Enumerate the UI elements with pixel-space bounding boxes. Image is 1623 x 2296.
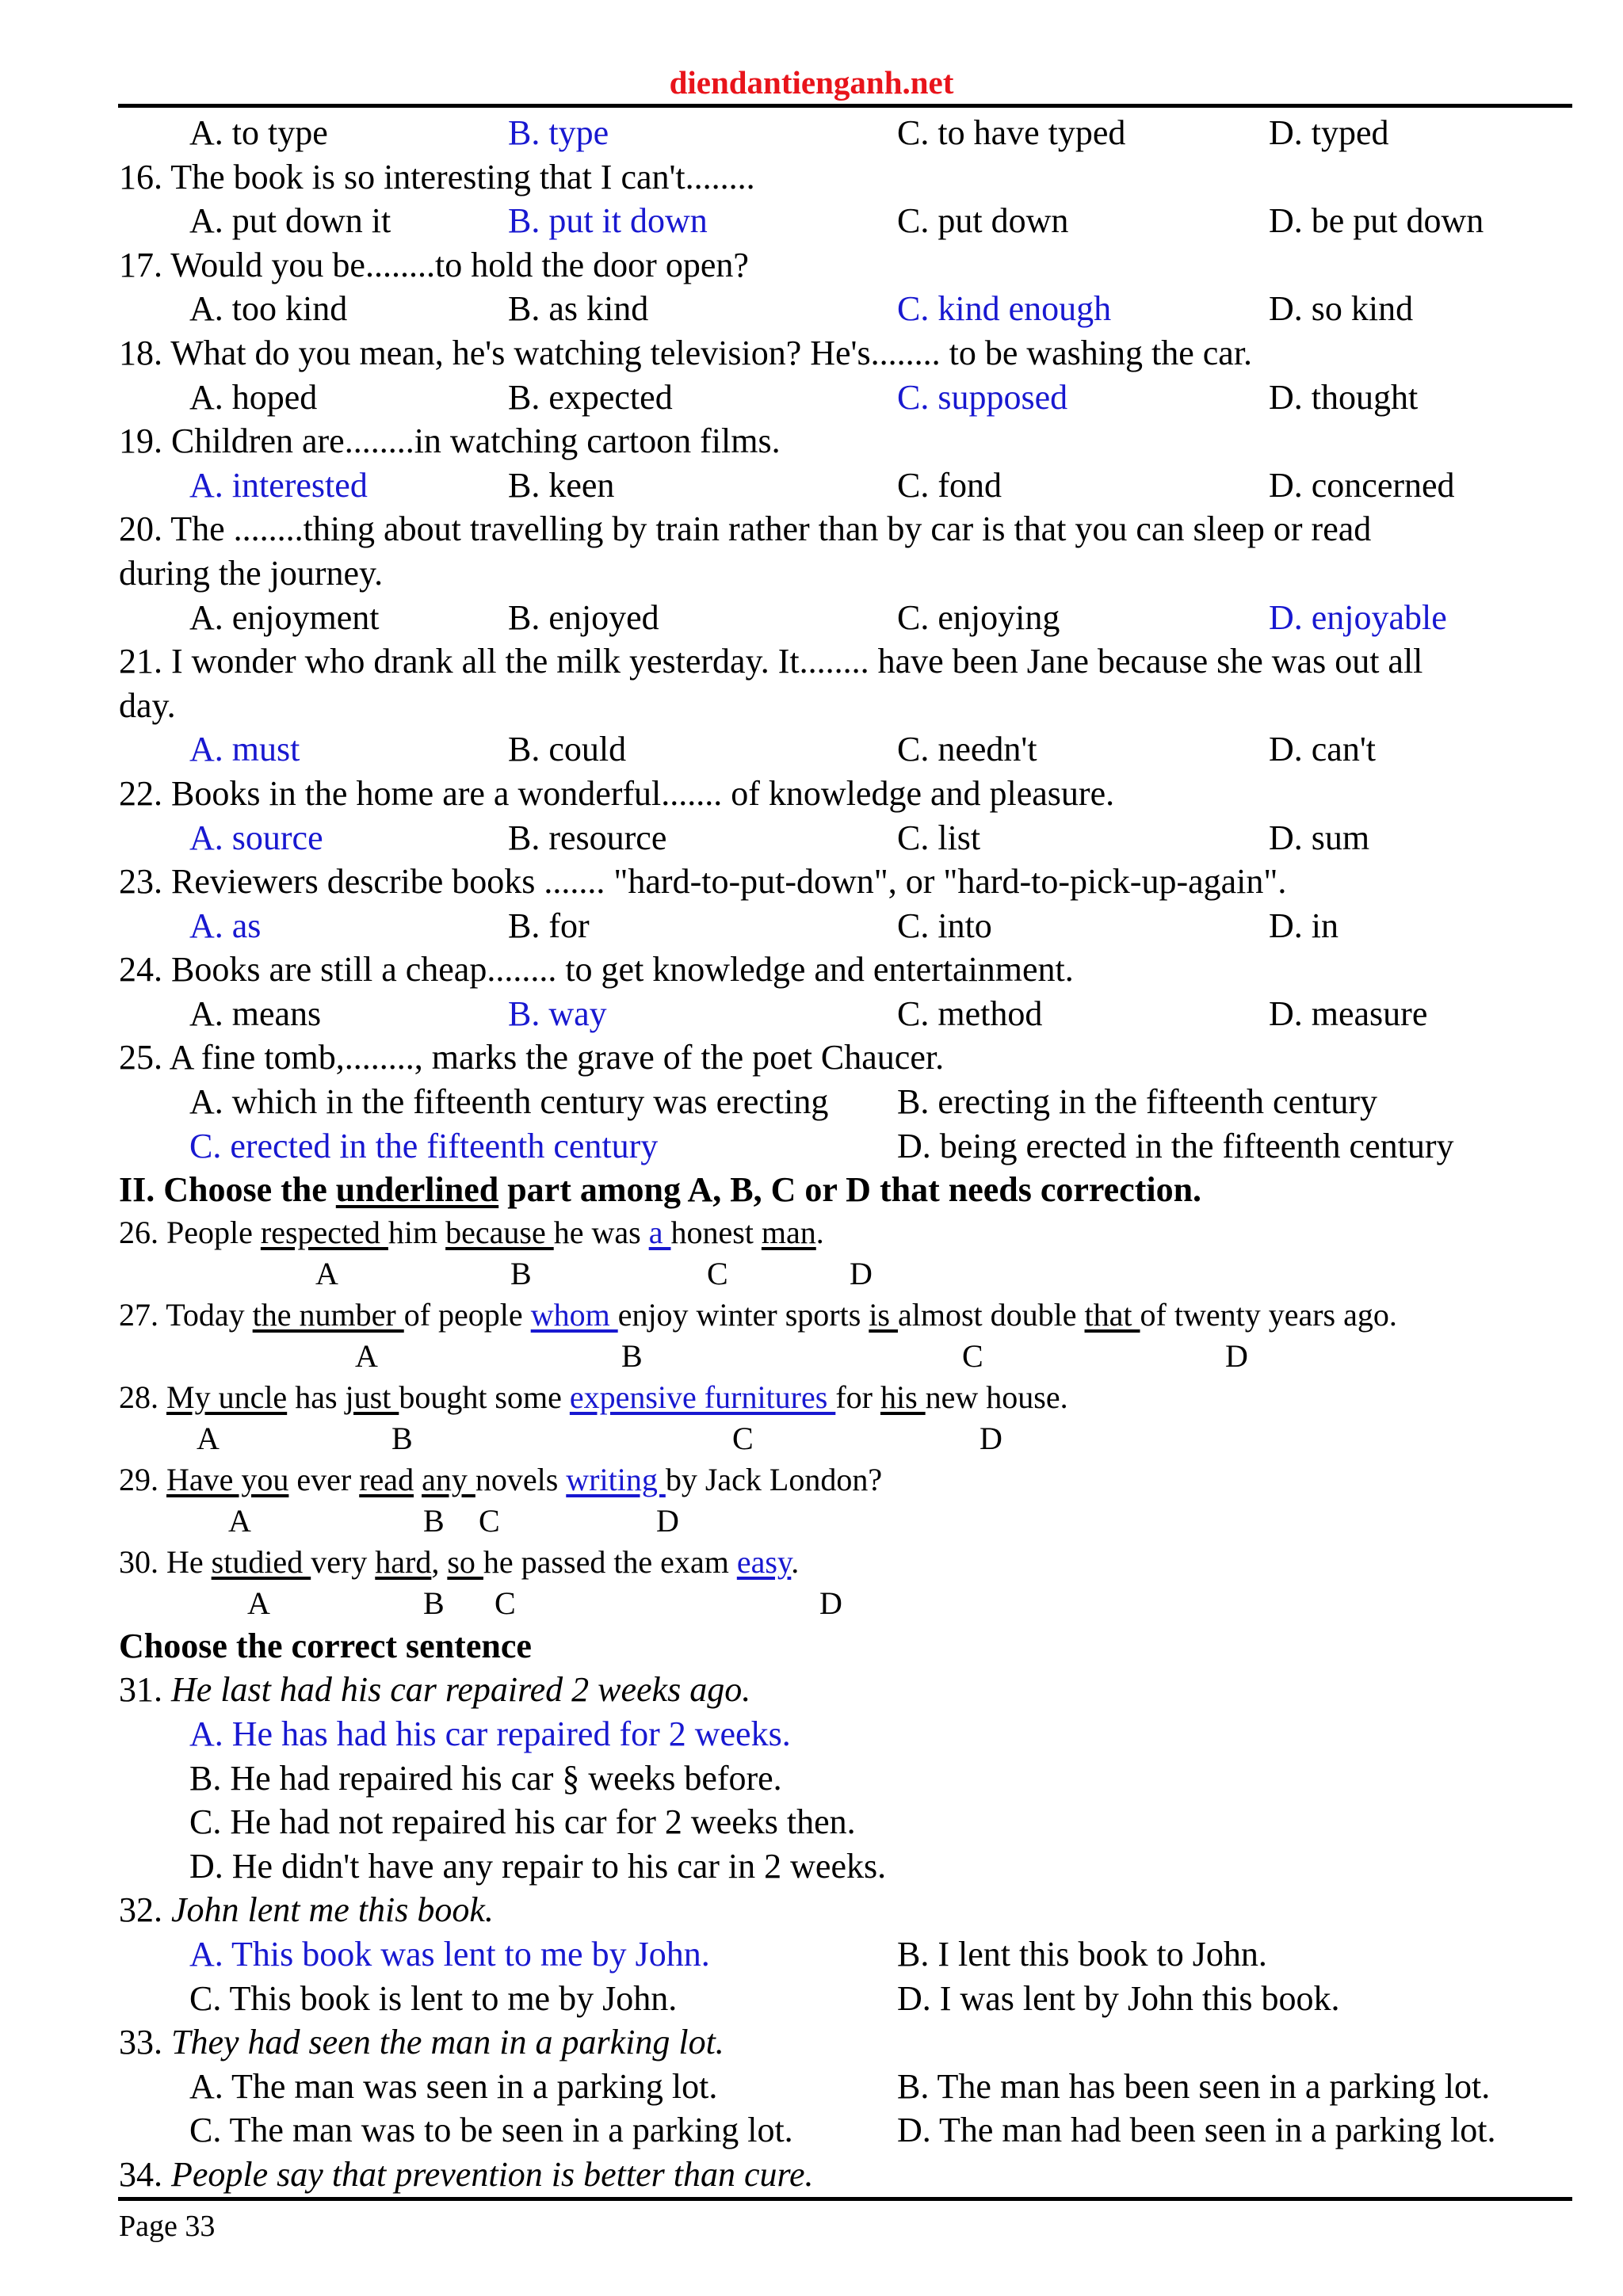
q27-part-a: the number	[252, 1296, 404, 1333]
q20-option-a: A. enjoyment	[189, 597, 380, 637]
q20-options	[119, 596, 1585, 640]
q32-option-b: B. I lent this book to John.	[897, 1935, 1267, 1974]
q30-text: he passed the exam	[483, 1543, 737, 1580]
q25-option-d: D. being erected in the fifteenth century	[897, 1126, 1454, 1165]
q28-part-c-answer: expensive furnitures	[569, 1379, 836, 1415]
q27-part-d: that	[1084, 1296, 1140, 1333]
q22-option-b: B. resource	[508, 818, 667, 857]
q17-option-b: B. as kind	[508, 289, 649, 329]
q15-option-a: A. to type	[189, 113, 328, 152]
q33-option-a: A. The man was seen in a parking lot.	[189, 2066, 718, 2106]
q25-options-row2	[119, 1124, 1585, 1169]
q20-option-d-answer: D. enjoyable	[1269, 597, 1447, 637]
q30-part-b: hard	[375, 1543, 432, 1580]
q28-part-d: his	[880, 1379, 926, 1415]
q27-text: enjoy winter sports	[617, 1296, 869, 1333]
q25-option-c-answer: C. erected in the fifteenth century	[189, 1126, 659, 1165]
q16-option-c: C. put down	[897, 201, 1069, 241]
q17-stem: 17. Would you be........to hold the door open?	[119, 245, 749, 284]
section-3-heading: Choose the correct sentence	[119, 1626, 532, 1665]
q32-option-a-answer: A. This book was lent to me by John.	[189, 1935, 710, 1974]
q33-option-d: D. The man had been seen in a parking lot.	[897, 2111, 1496, 2150]
q23-options	[119, 904, 1585, 948]
q23-stem: 23. Reviewers describe books ....... "hard-to-put-down", or "hard-to-pick-up-again".	[119, 862, 1287, 902]
q24-option-a: A. means	[189, 994, 322, 1033]
q28-text: 28.	[119, 1379, 166, 1415]
q15-option-d: D. typed	[1269, 113, 1389, 152]
q31-number: 31.	[119, 1670, 171, 1710]
q30-part-d-answer: easy	[736, 1543, 792, 1580]
q33-options-row2	[119, 2108, 1585, 2153]
worksheet-content	[119, 111, 1585, 2197]
q29-text: 29.	[119, 1461, 166, 1497]
q29-letter-b: B	[423, 1502, 445, 1539]
q19-option-d: D. concerned	[1269, 465, 1455, 505]
q34-number: 34.	[119, 2154, 171, 2194]
q15-options	[119, 111, 1585, 155]
q34-stem	[119, 2153, 1585, 2197]
q28-part-b: just	[345, 1379, 399, 1415]
q25-stem: 25. A fine tomb,........, marks the grave of the poet Chaucer.	[119, 1038, 945, 1077]
q27-text: almost double	[898, 1296, 1085, 1333]
q28-sentence	[119, 1377, 1585, 1418]
q25-option-a: A. which in the fifteenth century was erecting	[189, 1082, 829, 1122]
q26-text: he was	[553, 1214, 649, 1250]
q31-option-row-a	[119, 1712, 1585, 1756]
q29-text	[414, 1462, 422, 1497]
q23-option-d: D. in	[1269, 906, 1338, 945]
q26-letters	[119, 1253, 1585, 1295]
q29-part-d-answer: writing	[566, 1461, 666, 1497]
q26-letter-b: B	[510, 1255, 532, 1291]
q19-option-a-answer: A. interested	[189, 465, 368, 505]
q29-sentence	[119, 1459, 1585, 1501]
page-number: Page 33	[119, 2210, 216, 2243]
q30-part-c: so	[447, 1543, 483, 1580]
q18-options	[119, 376, 1585, 420]
q34-prompt: People say that prevention is better than cure.	[171, 2154, 814, 2194]
q28-text: for	[835, 1379, 880, 1415]
q33-option-c: C. The man was to be seen in a parking lot.	[189, 2111, 793, 2150]
q28-letter-b: B	[391, 1420, 413, 1456]
q16-option-a: A. put down it	[189, 201, 391, 241]
q28-letter-a: A	[197, 1420, 220, 1456]
q26-part-a: respected	[260, 1214, 388, 1250]
q31-option-d: D. He didn't have any repair to his car in 2 weeks.	[189, 1846, 887, 1886]
q26-part-d: man	[761, 1214, 816, 1250]
q19-option-c: C. fond	[897, 465, 1002, 505]
q26-letter-a: A	[315, 1255, 338, 1291]
q27-letters	[119, 1336, 1585, 1377]
q24-option-b-answer: B. way	[508, 994, 607, 1033]
header-rule	[118, 104, 1572, 108]
q23-option-c: C. into	[897, 906, 992, 945]
q31-stem	[119, 1668, 1585, 1712]
q22-stem: 22. Books in the home are a wonderful....... of knowledge and pleasure.	[119, 773, 1115, 813]
q27-sentence	[119, 1295, 1585, 1336]
q32-option-d: D. I was lent by John this book.	[897, 1978, 1340, 2018]
q30-text: very	[311, 1543, 376, 1580]
q27-letter-a: A	[355, 1337, 378, 1374]
q23-option-b: B. for	[508, 906, 590, 945]
q15-option-c: C. to have typed	[897, 113, 1126, 152]
q27-part-b-answer: whom	[530, 1296, 618, 1333]
q20-option-c: C. enjoying	[897, 597, 1060, 637]
q20-option-b: B. enjoyed	[508, 597, 659, 637]
q31-option-c: C. He had not repaired his car for 2 weeks then.	[189, 1802, 856, 1842]
q29-part-b: read	[359, 1461, 414, 1497]
footer-rule	[118, 2197, 1572, 2201]
q31-option-row-c	[119, 1800, 1585, 1844]
q19-option-b: B. keen	[508, 465, 615, 505]
q16-option-d: D. be put down	[1269, 201, 1484, 241]
q21-options	[119, 727, 1585, 772]
q21-option-a-answer: A. must	[189, 730, 300, 769]
q27-letter-d: D	[1225, 1337, 1248, 1374]
q29-text: ever	[288, 1461, 360, 1497]
section-2-post: part among A, B, C or D that needs correction.	[498, 1170, 1202, 1210]
q30-text: 30. He	[119, 1543, 212, 1580]
q30-letter-c: C	[495, 1585, 516, 1621]
q24-option-d: D. measure	[1269, 994, 1428, 1033]
q30-letters	[119, 1583, 1585, 1624]
q26-text: honest	[670, 1214, 762, 1250]
q26-sentence	[119, 1212, 1585, 1253]
q17-option-a: A. too kind	[189, 289, 348, 329]
q30-letter-a: A	[247, 1585, 270, 1621]
q31-option-row-d	[119, 1844, 1585, 1889]
q30-part-a: studied	[211, 1543, 311, 1580]
q29-part-a: Have you	[166, 1461, 289, 1497]
q28-part-a: My uncle	[166, 1379, 288, 1415]
q28-text: has	[287, 1379, 346, 1415]
q31-option-row-b	[119, 1756, 1585, 1801]
q24-stem: 24. Books are still a cheap........ to get knowledge and entertainment.	[119, 950, 1074, 990]
q17-options	[119, 287, 1585, 331]
q32-options-row2	[119, 1977, 1585, 2021]
q29-letter-a: A	[228, 1502, 251, 1539]
q28-letters	[119, 1418, 1585, 1459]
q18-option-c-answer: C. supposed	[897, 377, 1068, 417]
q33-stem	[119, 2020, 1585, 2065]
q32-number: 32.	[119, 1890, 171, 1930]
q28-text: new house.	[925, 1379, 1068, 1415]
section-2-heading	[119, 1168, 1585, 1212]
q31-option-b: B. He had repaired his car § weeks before.	[189, 1758, 782, 1798]
q33-prompt: They had seen the man in a parking lot.	[171, 2023, 724, 2062]
q24-options	[119, 992, 1585, 1036]
q16-option-b-answer: B. put it down	[508, 201, 708, 241]
q24-option-c: C. method	[897, 994, 1043, 1033]
q32-stem	[119, 1888, 1585, 1932]
q30-sentence	[119, 1542, 1585, 1583]
q21-option-d: D. can't	[1269, 730, 1376, 769]
q29-text: by Jack London?	[665, 1461, 883, 1497]
q18-option-a: A. hoped	[189, 377, 318, 417]
q21-stem-line1: 21. I wonder who drank all the milk yesterday. It........ have been Jane because she was out all	[119, 642, 1423, 681]
section-2-pre: II. Choose the	[119, 1170, 336, 1210]
q32-options-row1	[119, 1932, 1585, 1977]
q27-text: of twenty years ago.	[1140, 1296, 1397, 1333]
q21-option-c: C. needn't	[897, 730, 1037, 769]
q32-prompt: John lent me this book.	[171, 1890, 494, 1930]
q20-stem-line1: 20. The ........thing about travelling by train rather than by car is that you can sleep or read	[119, 509, 1372, 549]
q28-text: bought some	[399, 1379, 570, 1415]
q29-letters	[119, 1501, 1585, 1542]
q19-options	[119, 463, 1585, 508]
q26-text: him	[388, 1214, 446, 1250]
q22-option-c: C. list	[897, 818, 981, 857]
q26-text: 26. People	[119, 1214, 261, 1250]
section-2-underlined: underlined	[335, 1170, 499, 1210]
q26-part-b: because	[445, 1214, 554, 1250]
q26-letter-d: D	[850, 1255, 873, 1291]
q17-option-d: D. so kind	[1269, 289, 1414, 329]
q27-text: of people	[403, 1296, 531, 1333]
q27-letter-c: C	[962, 1337, 983, 1374]
q18-option-d: D. thought	[1269, 377, 1419, 417]
q33-number: 33.	[119, 2023, 171, 2062]
q15-option-b-answer: B. type	[508, 113, 609, 152]
site-header: diendantienganh.net	[669, 64, 954, 101]
q26-part-c-answer: a	[648, 1214, 671, 1250]
q20-stem-line2: during the journey.	[119, 553, 384, 593]
q32-option-c: C. This book is lent to me by John.	[189, 1978, 678, 2018]
q18-option-b: B. expected	[508, 377, 673, 417]
q27-text: 27. Today	[119, 1296, 253, 1333]
q22-options	[119, 816, 1585, 860]
q33-options-row1	[119, 2065, 1585, 2109]
q21-option-b: B. could	[508, 730, 627, 769]
q31-option-a-answer: A. He has had his car repaired for 2 weeks.	[189, 1714, 791, 1754]
q33-option-b: B. The man has been seen in a parking lot.	[897, 2066, 1491, 2106]
q28-letter-c: C	[732, 1420, 754, 1456]
q30-text: ,	[431, 1543, 448, 1580]
q26-text: .	[815, 1214, 824, 1250]
q26-letter-c: C	[707, 1255, 728, 1291]
q21-stem-line2: day.	[119, 685, 176, 725]
q25-option-b: B. erecting in the fifteenth century	[897, 1082, 1377, 1122]
q22-option-a-answer: A. source	[189, 818, 323, 857]
q16-stem: 16. The book is so interesting that I can't........	[119, 157, 755, 196]
q19-stem: 19. Children are........in watching cartoon films.	[119, 421, 781, 461]
q18-stem: 18. What do you mean, he's watching television? He's........ to be washing the car.	[119, 333, 1253, 372]
q25-options-row1	[119, 1080, 1585, 1124]
q27-part-c: is	[869, 1296, 898, 1333]
q30-letter-d: D	[819, 1585, 842, 1621]
q28-letter-d: D	[980, 1420, 1002, 1456]
q23-option-a-answer: A. as	[189, 906, 262, 945]
q30-letter-b: B	[423, 1585, 445, 1621]
q29-text: novels	[475, 1461, 567, 1497]
q31-prompt: He last had his car repaired 2 weeks ago.	[171, 1670, 751, 1710]
q29-part-c: any	[422, 1461, 475, 1497]
q16-options	[119, 199, 1585, 243]
q29-letter-d: D	[656, 1502, 679, 1539]
q29-letter-c: C	[479, 1502, 500, 1539]
q27-letter-b: B	[621, 1337, 643, 1374]
q17-option-c-answer: C. kind enough	[897, 289, 1112, 329]
q30-text: .	[791, 1543, 800, 1580]
q22-option-d: D. sum	[1269, 818, 1370, 857]
